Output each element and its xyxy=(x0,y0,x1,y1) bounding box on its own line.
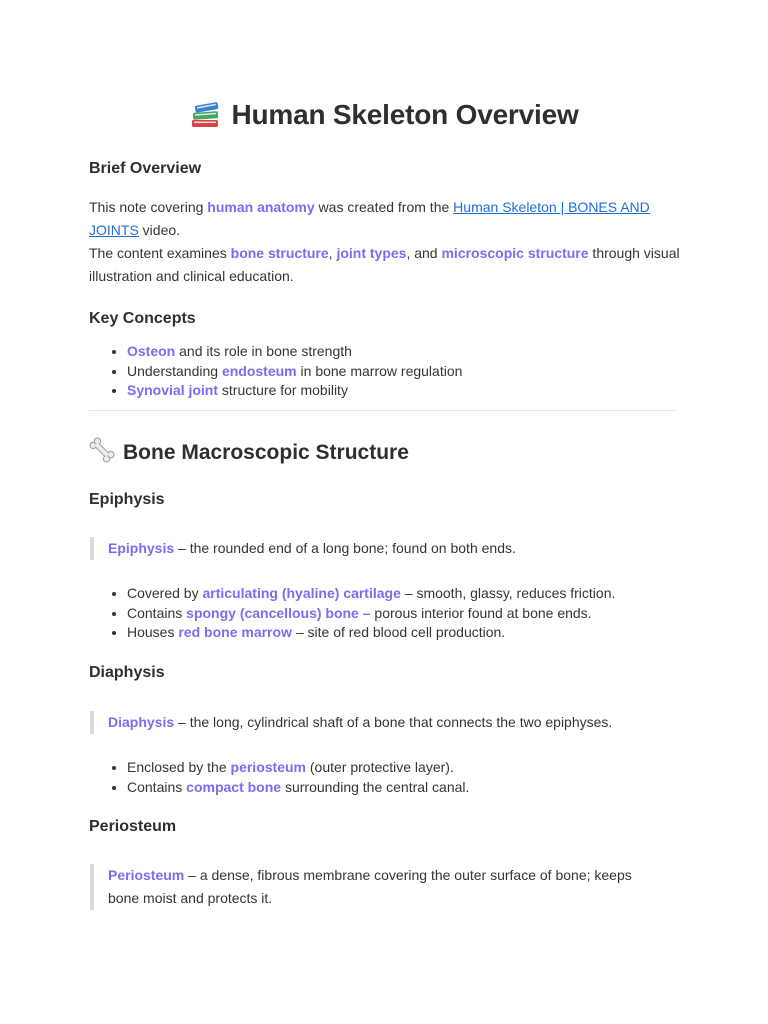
macro-section-heading xyxy=(89,436,409,470)
macro-heading-text: Bone Macroscopic Structure xyxy=(123,441,409,464)
brief-text: through visual illustration and clinical education. xyxy=(89,245,680,284)
key-concepts-list xyxy=(89,342,707,401)
diaphysis-quote xyxy=(90,711,688,734)
highlight-term: Diaphysis xyxy=(108,714,175,730)
highlight-term: joint types xyxy=(336,245,407,261)
list-item: • Osteon and its role in bone strength xyxy=(127,342,707,362)
diaphysis-heading: Diaphysis xyxy=(89,664,165,681)
list-item: • Covered by articulating (hyaline) cartilage – smooth, glassy, reduces friction. xyxy=(127,584,707,604)
quote-text: – the long, cylindrical shaft of a bone that connects the two epiphyses. xyxy=(174,714,613,730)
diaphysis-list xyxy=(89,758,707,797)
section-divider xyxy=(89,410,677,411)
brief-text: video. xyxy=(138,222,181,238)
page-title-text: Human Skeleton Overview xyxy=(231,99,579,130)
epiphysis-list xyxy=(89,584,707,643)
epiphysis-quote xyxy=(90,537,688,560)
highlight-term: microscopic structure xyxy=(441,245,589,261)
brief-text: , and xyxy=(406,245,442,261)
brief-paragraph-1 xyxy=(89,196,681,242)
key-concepts-heading: Key Concepts xyxy=(89,310,196,327)
list-item: • Contains spongy (cancellous) bone – porous interior found at bone ends. xyxy=(127,604,707,624)
brief-text: , xyxy=(328,245,337,261)
periosteum-quote xyxy=(90,864,664,910)
brief-overview-heading: Brief Overview xyxy=(89,160,202,177)
highlight-term: bone structure xyxy=(230,245,329,261)
list-item: • Enclosed by the periosteum (outer protective layer). xyxy=(127,758,707,778)
list-item: • Synovial joint structure for mobility xyxy=(127,381,707,401)
brief-text: was created from the xyxy=(314,199,454,215)
page-title xyxy=(0,93,768,137)
quote-text: – the rounded end of a long bone; found on both ends. xyxy=(174,540,516,556)
quote-text: – a dense, fibrous membrane covering the outer surface of bone; keeps bone moist and protects it. xyxy=(108,867,632,906)
list-item: • Understanding endosteum in bone marrow regulation xyxy=(127,362,707,382)
periosteum-heading: Periosteum xyxy=(89,818,177,835)
list-item: • Contains compact bone surrounding the central canal. xyxy=(127,778,707,798)
brief-paragraph-2 xyxy=(89,242,681,288)
brief-text: The content examines xyxy=(89,245,231,261)
highlight-term: Periosteum xyxy=(108,867,185,883)
list-item: • Houses red bone marrow – site of red blood cell production. xyxy=(127,623,707,643)
brief-text: This note covering xyxy=(89,199,208,215)
epiphysis-heading: Epiphysis xyxy=(89,491,165,508)
highlight-term: Epiphysis xyxy=(108,540,175,556)
bone-icon xyxy=(89,436,115,470)
video-link[interactable]: Human Skeleton | BONES AND JOINTS xyxy=(89,199,650,238)
highlight-term: human anatomy xyxy=(207,199,315,215)
books-icon xyxy=(189,96,223,135)
